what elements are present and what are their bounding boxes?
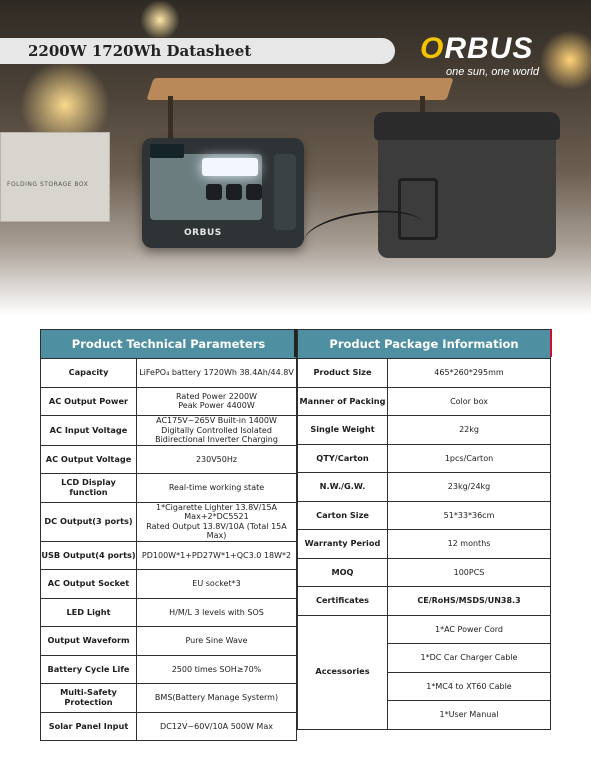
header-accent: [550, 329, 552, 357]
table-row: [298, 587, 551, 616]
cooler-lid: [374, 112, 560, 140]
lantern-glow: [540, 30, 591, 90]
table-row: [298, 501, 551, 530]
parameter-label: LCD Display function: [41, 474, 137, 503]
package-label: Certificates: [298, 587, 388, 616]
package-label: Manner of Packing: [298, 387, 388, 416]
package-value: 51*33*36cm: [388, 501, 551, 530]
parameter-value: EU socket*3: [137, 570, 297, 599]
ac-socket: [246, 184, 262, 200]
table-row: [41, 684, 297, 713]
parameter-value: 1*Cigarette Lighter 13.8V/15A Max+2*DC5521 Rated Output 13.8V/10A (Total 15A Max): [137, 502, 297, 541]
table-row: [41, 712, 297, 741]
package-value: 12 months: [388, 530, 551, 559]
package-information-heading: Product Package Information: [298, 330, 551, 359]
accessories-label: Accessories: [298, 615, 388, 729]
parameter-value: AC175V~265V Built-in 1400W Digitally Controlled Isolated Bidirectional Inverter Charging: [137, 416, 297, 446]
logo-o: O: [420, 32, 445, 65]
parameter-value: Real-time working state: [137, 474, 297, 503]
table-row: [41, 627, 297, 656]
parameter-value: Pure Sine Wave: [137, 627, 297, 656]
package-value: 23kg/24kg: [388, 473, 551, 502]
parameter-label: Capacity: [41, 359, 137, 388]
table-row: [41, 445, 297, 474]
package-value: 22kg: [388, 416, 551, 445]
table-row: [298, 530, 551, 559]
parameter-value: LiFePO₄ battery 1720Wh 38.4Ah/44.8V: [137, 359, 297, 388]
page-title: 2200W 1720Wh Datasheet: [28, 42, 252, 60]
lantern-glow: [140, 0, 180, 40]
power-station: [142, 138, 304, 248]
table-row: [298, 416, 551, 445]
accessory-item: 1*DC Car Charger Cable: [388, 644, 551, 673]
brand-logo: [420, 32, 533, 66]
table-row: [41, 655, 297, 684]
table-row: [41, 541, 297, 570]
parameter-value: PD100W*1+PD27W*1+QC3.0 18W*2: [137, 541, 297, 570]
package-value: CE/RoHS/MSDS/UN38.3: [388, 587, 551, 616]
table-row: [298, 359, 551, 388]
parameter-label: DC Output(3 ports): [41, 502, 137, 541]
accessory-item: 1*AC Power Cord: [388, 615, 551, 644]
technical-parameters-heading: Product Technical Parameters: [41, 330, 297, 359]
package-value: 465*260*295mm: [388, 359, 551, 388]
technical-parameters-table: [40, 329, 297, 741]
ac-socket: [226, 184, 242, 200]
package-label: Product Size: [298, 359, 388, 388]
accessory-item: 1*User Manual: [388, 701, 551, 730]
package-value: Color box: [388, 387, 551, 416]
folding-storage-box: [0, 132, 110, 222]
storage-box-label: FOLDING STORAGE BOX: [7, 181, 89, 188]
parameter-label: AC Output Power: [41, 387, 137, 416]
led-light: [202, 158, 258, 176]
table-row: [41, 502, 297, 541]
package-value: 100PCS: [388, 558, 551, 587]
accessory-item: 1*MC4 to XT60 Cable: [388, 672, 551, 701]
package-label: Single Weight: [298, 416, 388, 445]
table-row: [41, 387, 297, 416]
package-value: 1pcs/Carton: [388, 444, 551, 473]
header-divider: [294, 329, 297, 357]
package-label: MOQ: [298, 558, 388, 587]
package-label: QTY/Carton: [298, 444, 388, 473]
parameter-label: Solar Panel Input: [41, 712, 137, 741]
package-label: Carton Size: [298, 501, 388, 530]
parameter-label: Multi-Safety Protection: [41, 684, 137, 713]
parameter-label: AC Output Voltage: [41, 445, 137, 474]
parameter-value: BMS(Battery Manage Systerm): [137, 684, 297, 713]
side-handle: [274, 154, 296, 230]
table-row: [298, 615, 551, 644]
parameter-label: AC Output Socket: [41, 570, 137, 599]
table-row: [41, 598, 297, 627]
parameter-label: AC Input Voltage: [41, 416, 137, 446]
table-row: [41, 416, 297, 446]
table-row: [298, 387, 551, 416]
package-information-table: [297, 329, 551, 730]
lcd-screen: [150, 144, 184, 158]
brand-tagline: one sun, one world: [446, 66, 539, 78]
table-row: [298, 444, 551, 473]
package-label: N.W./G.W.: [298, 473, 388, 502]
parameter-value: 2500 times SOH≥70%: [137, 655, 297, 684]
camping-table: [146, 78, 453, 100]
parameter-label: Battery Cycle Life: [41, 655, 137, 684]
table-row: [41, 359, 297, 388]
package-label: Warranty Period: [298, 530, 388, 559]
parameter-label: LED Light: [41, 598, 137, 627]
parameter-value: Rated Power 2200W Peak Power 4400W: [137, 387, 297, 416]
parameter-value: H/M/L 3 levels with SOS: [137, 598, 297, 627]
parameter-value: 230V50Hz: [137, 445, 297, 474]
parameter-value: DC12V~60V/10A 500W Max: [137, 712, 297, 741]
parameter-label: USB Output(4 ports): [41, 541, 137, 570]
table-row: [298, 558, 551, 587]
parameter-label: Output Waveform: [41, 627, 137, 656]
ac-socket: [206, 184, 222, 200]
table-row: [298, 473, 551, 502]
logo-text: RBUS: [444, 32, 534, 65]
device-brand: ORBUS: [184, 228, 222, 238]
table-row: [41, 474, 297, 503]
table-row: [41, 570, 297, 599]
